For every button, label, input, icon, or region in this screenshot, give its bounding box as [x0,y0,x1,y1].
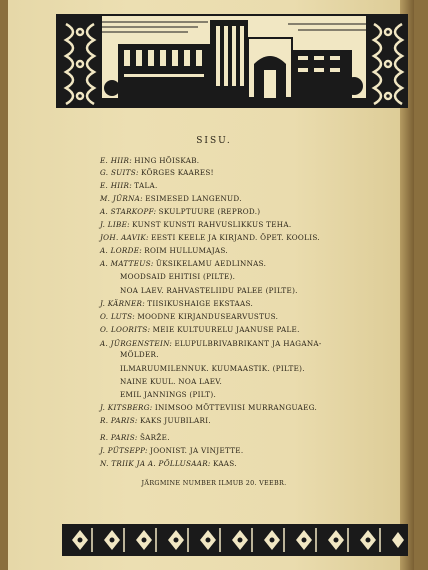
header-woodcut-illustration [56,14,408,108]
toc-entry [100,246,228,256]
toc-title: MEIE KULTUURELU JAANUSE PALE. [152,325,300,334]
toc-title: NAINE KUUL. NOA LAEV. [120,377,223,386]
toc-entry [100,194,242,204]
toc-author: R. PARIS: [100,433,138,442]
toc-entry [100,207,260,217]
toc-author: J. KÄRNER: [100,299,145,308]
toc-author: JOH. AAVIK: [100,233,149,242]
toc-title: KÕRGES KAARES! [141,168,214,177]
toc-title: INIMSOO MÕTTEVIISI MURRANGUAEG. [154,403,318,412]
toc-title: ELUPULBRIVABRIKANT JA HAGANA- [174,339,322,348]
toc-entry [100,446,243,456]
toc-author: A. MATTEUS: [100,259,154,268]
toc-author: E. HIIR: [100,181,132,190]
toc-title: TIISIKUSHAIGE EKSTAAS. [147,299,254,308]
toc-author: E. HIIR: [100,156,132,165]
toc-title: KAKS JUUBILARI. [139,416,211,425]
toc-entry [120,272,235,282]
footer-ornament-border [62,520,408,560]
toc-title: EMIL JANNINGS (PILT). [120,390,217,399]
toc-title: ILMARUUMILENNUK. KUUMAASTIK. (PILTE). [120,364,305,373]
toc-entry [120,390,216,400]
toc-author: O. LOORITS: [100,325,151,334]
toc-author: J. PÜTSEPP: [100,446,148,455]
toc-entry [100,339,322,349]
toc-title: MOODSAID EHITISI (PILTE). [120,272,236,281]
toc-author: A. STARKOPF: [100,207,157,216]
toc-entry [120,377,222,387]
toc-title: HING HÕISKAB. [134,156,200,165]
toc-author: M. JÜRNA: [100,194,143,203]
toc-entry [100,259,266,269]
toc-entry [100,403,317,413]
toc-entry [100,416,211,426]
toc-title: ŠARŽE. [139,433,170,442]
toc-entry [100,156,199,166]
toc-title: ÜKSIKELAMU AEDLINNAS. [155,259,267,268]
toc-title: SKULPTUURE (REPROD.) [158,207,261,216]
toc-title: NOA LAEV. RAHVASTELIIDU PALEE (PILTE). [120,286,298,295]
toc-author: A. JÜRGENSTEIN: [100,339,173,348]
toc-author: J. KITSBERG: [100,403,153,412]
toc-entry [100,433,170,443]
toc-author: N. TRIIK JA A. PÕLLUSAAR: [100,459,211,468]
toc-title: KAAS. [212,459,237,468]
toc-entry [100,312,278,322]
toc-entry [120,364,305,374]
toc-title: MÖLDER. [120,350,159,359]
toc-entry [100,220,291,230]
toc-entry [100,168,214,178]
toc-entry [100,299,253,309]
toc-author: J. LIBE: [100,220,130,229]
toc-heading: SISU. [196,136,232,146]
toc-title: MOODNE KIRJANDUSEARVUSTUS. [137,312,279,321]
toc-entry [100,233,320,243]
toc-author: G. SUITS: [100,168,139,177]
toc-title: ROIM HULLUMAJAS. [144,246,228,255]
toc-author: A. LORDE: [100,246,142,255]
toc-title: ESIMESED LANGENUD. [145,194,242,203]
toc-title: EESTI KEELE JA KIRJAND. ÕPET. KOOLIS. [151,233,320,242]
toc-author: O. LUTS: [100,312,136,321]
toc-entry [120,350,159,360]
toc-title: KUNST KUNSTI RAHVUSLIKKUS TEHA. [132,220,292,229]
toc-title: TALA. [134,181,158,190]
next-issue-notice: JÄRGMINE NUMBER ILMUB 20. VEEBR. [141,479,287,487]
toc-entry [120,286,298,296]
toc-entry [100,181,158,191]
toc-entry [100,325,300,335]
toc-title: JOONIST. JA VINJETTE. [150,446,244,455]
toc-entry [100,459,237,469]
toc-author: R. PARIS: [100,416,138,425]
